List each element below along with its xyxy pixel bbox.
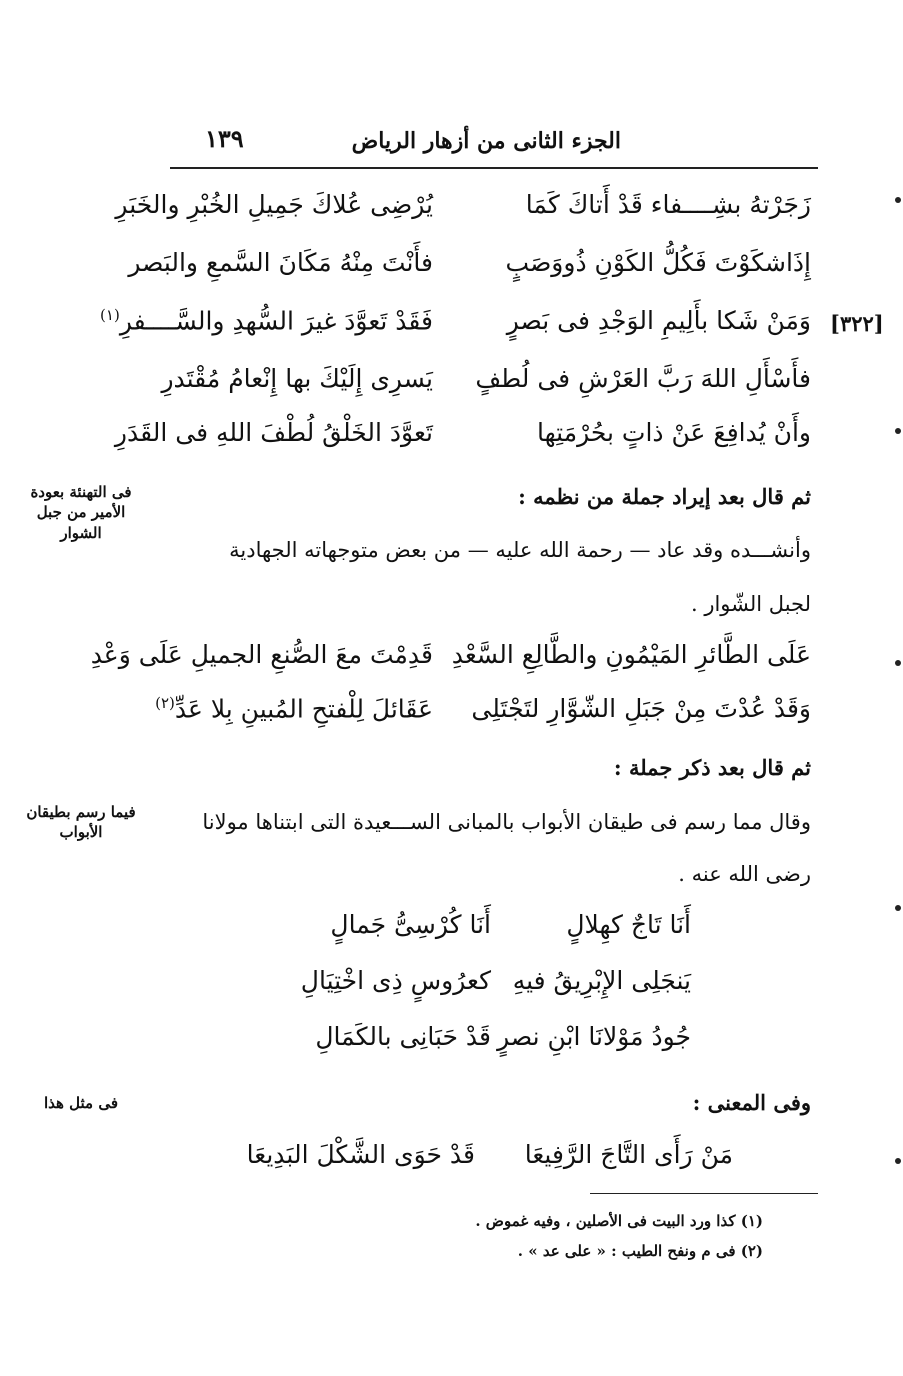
poem3-verse-1-first-hemistich: أَنَا تَاجٌ كهِلالٍ [566, 910, 691, 939]
poem1-verse-4-second-hemistich: يَسرِى إِلَيْكَ بها إِنْعامُ مُقْتَدرِ [161, 364, 433, 393]
running-header-title: الجزء الثانى من أزهار الرياض [351, 128, 621, 154]
verse-text: فَقَدْ تَعوَّدَ غيرَ السُّهدِ والسَّــــفرِ [119, 306, 433, 336]
poem4-second-hemistich: قَدْ حَوَى الشَّكْلَ البَدِيعَا [246, 1140, 475, 1169]
poem2-verse-2-first-hemistich: وَقَدْ عُدْتَ مِنْ جَبَلِ الشّوَّارِ لتَجْتَلِى [471, 694, 811, 723]
ink-mark [895, 905, 901, 911]
entry-number: [٣٢٢] [830, 311, 884, 336]
prose-paragraph-4-line-2: رضى الله عنه . [678, 862, 811, 886]
margin-note-1: فى التهنئة بعودة الأمير من جبل الشوار [30, 483, 132, 542]
poem1-verse-3-first-hemistich: وَمَنْ شَكا بأَلِيمِ الوَجْدِ فى بَصرٍ [506, 306, 811, 335]
prose-paragraph-2-line-1: وأنشـــده وقد عاد — رحمة الله عليه — من بعض متوجهاته الجهادية [229, 538, 811, 562]
poem3-verse-2-second-hemistich: كعرُوسٍ ذِى اخْتِيَالِ [300, 966, 491, 995]
footnote-1: (١) كذا ورد البيت فى الأصلين ، وفيه غموض . [475, 1212, 763, 1230]
poem1-verse-5-first-hemistich: وأَنْ يُدافِعَ عَنْ ذاتٍ بحُرْمَتِها [537, 418, 811, 447]
poem4-first-hemistich: مَنْ رَأَى التَّاجَ الرَّفِيعَا [524, 1140, 733, 1169]
poem2-verse-1-first-hemistich: عَلَى الطَّائرِ المَيْمُونِ والطَّالِعِ السَّعْدِ [451, 640, 811, 669]
ink-mark [895, 197, 901, 203]
poem1-verse-2-first-hemistich: إِذَاشكَوْتَ فَكُلُّ الكَوْنِ ذُووَصَبٍ [505, 248, 811, 277]
header-divider [170, 167, 818, 169]
margin-note-2: فيما رسم بطيقان الأبواب [26, 803, 136, 842]
footnote-2: (٢) فى م ونفح الطيب : « على عد » . [517, 1242, 763, 1260]
footnote-marker: (١) [100, 306, 120, 324]
page-number: ١٣٩ [205, 124, 244, 153]
poem2-verse-1-second-hemistich: قَدِمْتَ معَ الصُّنعِ الجميلِ عَلَى وَعْدِ [90, 640, 433, 669]
prose-paragraph-4-line-1: وقال مما رسم فى طيقان الأبواب بالمبانى الســـعيدة التى ابتناها مولانا [202, 810, 811, 834]
prose-intro-3: ثم قال بعد ذكر جملة : [613, 755, 811, 780]
poem1-verse-4-first-hemistich: فأَسْأَلِ اللهَ رَبَّ العَرْشِ فى لُطفٍ [475, 364, 811, 393]
poem1-verse-5-second-hemistich: تَعوَّدَ الخَلْقُ لُطْفَ اللهِ فى القَدَرِ [114, 418, 433, 447]
poem2-verse-2-second-hemistich [155, 694, 433, 724]
poem3-verse-3-first-hemistich: جُودُ مَوْلانَا ابْنِ نصرٍ [497, 1022, 691, 1051]
footnote-marker: (٢) [155, 694, 175, 712]
footnote-divider [590, 1193, 818, 1194]
ink-mark [895, 1158, 901, 1164]
prose-paragraph-2-line-2: لجبل الشّوار . [690, 592, 811, 616]
prose-intro-1: ثم قال بعد إيراد جملة من نظمه : [518, 484, 811, 509]
poem3-verse-2-first-hemistich: يَنجَلِى الإِبْرِيقُ فيهِ [512, 966, 691, 995]
poem1-verse-1-first-hemistich: زَجَرْتهُ بشِــــفاء قَدْ أَتاكَ كَمَا [525, 190, 811, 219]
prose-intro-5: وفى المعنى : [692, 1090, 811, 1115]
poem3-verse-1-second-hemistich: أَنَا كُرْسِىُّ جَمالٍ [330, 910, 491, 939]
ink-mark [895, 660, 901, 666]
margin-note-3: فى مثل هذا [44, 1094, 118, 1112]
verse-text: عَقَائلَ لِلْفتحِ المُبينِ بِلا عَدِّ [174, 694, 433, 724]
ink-mark [895, 428, 901, 434]
poem1-verse-2-second-hemistich: فأَنْتَ مِنْهُ مَكَانَ السَّمعِ والبَصر [128, 248, 433, 277]
poem1-verse-3-second-hemistich [100, 306, 433, 336]
poem3-verse-3-second-hemistich: قَدْ حَبَانِى بالكَمَالِ [315, 1022, 491, 1051]
poem1-verse-1-second-hemistich: يُرْضِى عُلاكَ جَمِيلِ الخُبْرِ والخَبَرِ [115, 190, 433, 219]
